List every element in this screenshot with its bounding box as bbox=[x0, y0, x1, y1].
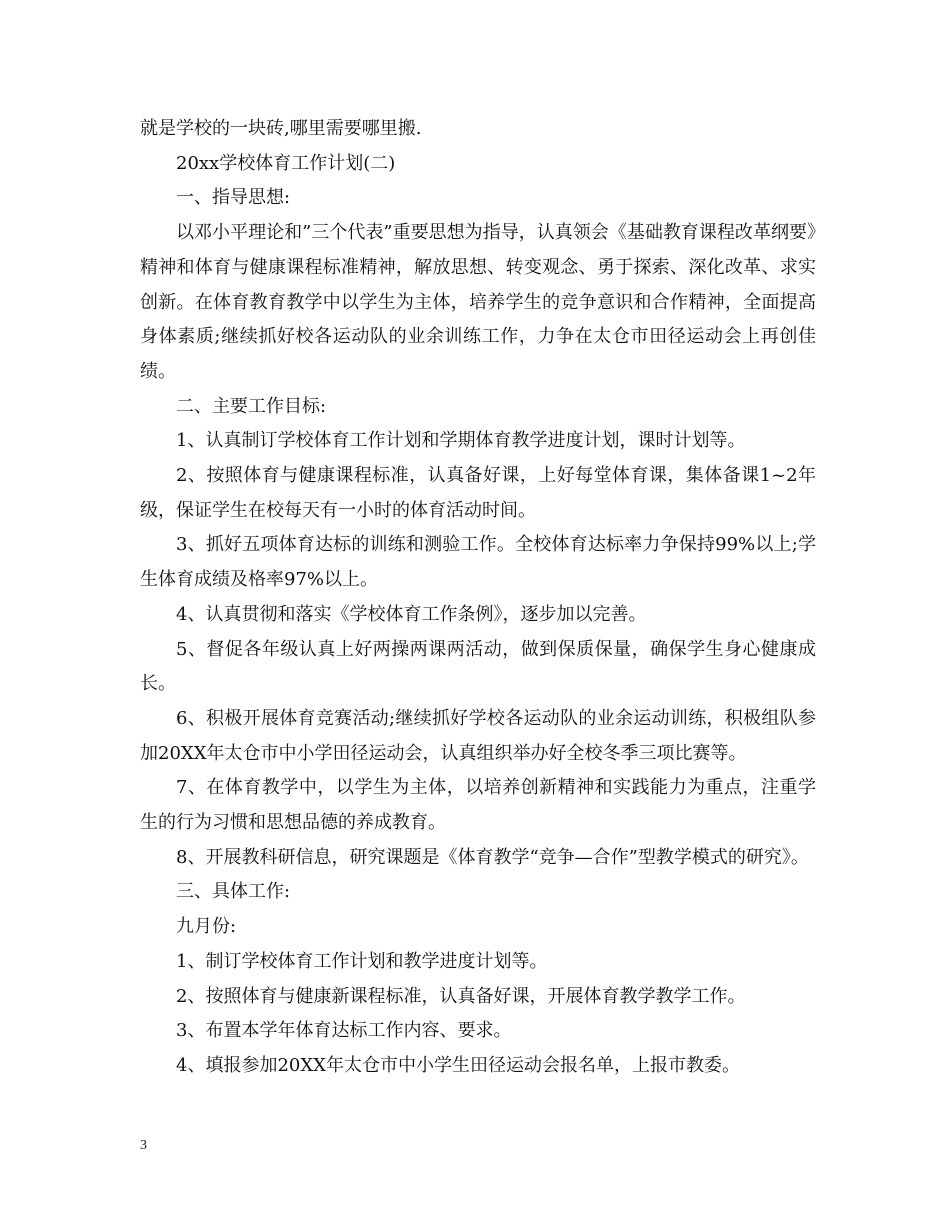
list-item: 1、制订学校体育工作计划和教学进度计划等。 bbox=[176, 950, 548, 972]
list-item: 7、在体育教学中，以学生为主体，以培养创新精神和实践能力为重点，注重学生的行为习惯和思想品德的养成教育。 bbox=[140, 777, 816, 834]
list-item: 4、填报参加20XX年太仓市中小学生田径运动会报名单，上报市教委。 bbox=[176, 1054, 740, 1076]
heading-guiding-ideology: 一、指导思想: bbox=[176, 187, 291, 209]
section-title: 20xx学校体育工作计划(二) bbox=[176, 152, 396, 174]
paragraph: 以邓小平理论和”三个代表”重要思想为指导，认真领会《基础教育课程改革纲要》精神和体育与健康课程标准精神，解放思想、转变观念、勇于探索、深化改革、求实创新。在体育教育教学中以学生为主体，培养学生的竞争意识和合作精神，全面提高身体素质;继续抓好校各运动队的业余训练工作，力争在太仓市田径运动会上再创佳绩。 bbox=[140, 222, 816, 382]
document-body bbox=[140, 112, 816, 1084]
subheading-september: 九月份: bbox=[176, 916, 237, 938]
heading-specific-work: 三、具体工作: bbox=[176, 881, 291, 903]
list-item: 2、按照体育与健康课程标准，认真备好课，上好每堂体育课，集体备课1~2年级，保证学生在校每天有一小时的体育活动时间。 bbox=[140, 465, 816, 521]
list-item: 1、认真制订学校体育工作计划和学期体育教学进度计划，课时计划等。 bbox=[176, 430, 746, 452]
list-item: 3、抓好五项体育达标的训练和测验工作。全校体育达标率力争保持99%以上;学生体育成绩及格率97%以上。 bbox=[140, 534, 816, 591]
list-item: 3、布置本学年体育达标工作内容、要求。 bbox=[176, 1020, 512, 1042]
list-item: 4、认真贯彻和落实《学校体育工作条例》，逐步加以完善。 bbox=[176, 603, 647, 625]
list-item: 2、按照体育与健康新课程标准，认真备好课，开展体育教学教学工作。 bbox=[176, 985, 746, 1007]
paragraph: 就是学校的一块砖,哪里需要哪里搬. bbox=[140, 118, 422, 139]
list-item: 6、积极开展体育竞赛活动;继续抓好学校各运动队的业余运动训练，积极组队参加20XX年太仓市中小学田径运动会，认真组织举办好全校冬季三项比赛等。 bbox=[140, 707, 816, 764]
list-item: 8、开展教科研信息，研究课题是《体育教学“竞争—合作”型教学模式的研究》。 bbox=[176, 846, 809, 868]
heading-main-goals: 二、主要工作目标: bbox=[176, 395, 327, 417]
list-item: 5、督促各年级认真上好两操两课两活动，做到保质保量，确保学生身心健康成长。 bbox=[140, 638, 816, 695]
page-number: 3 bbox=[140, 1138, 147, 1153]
